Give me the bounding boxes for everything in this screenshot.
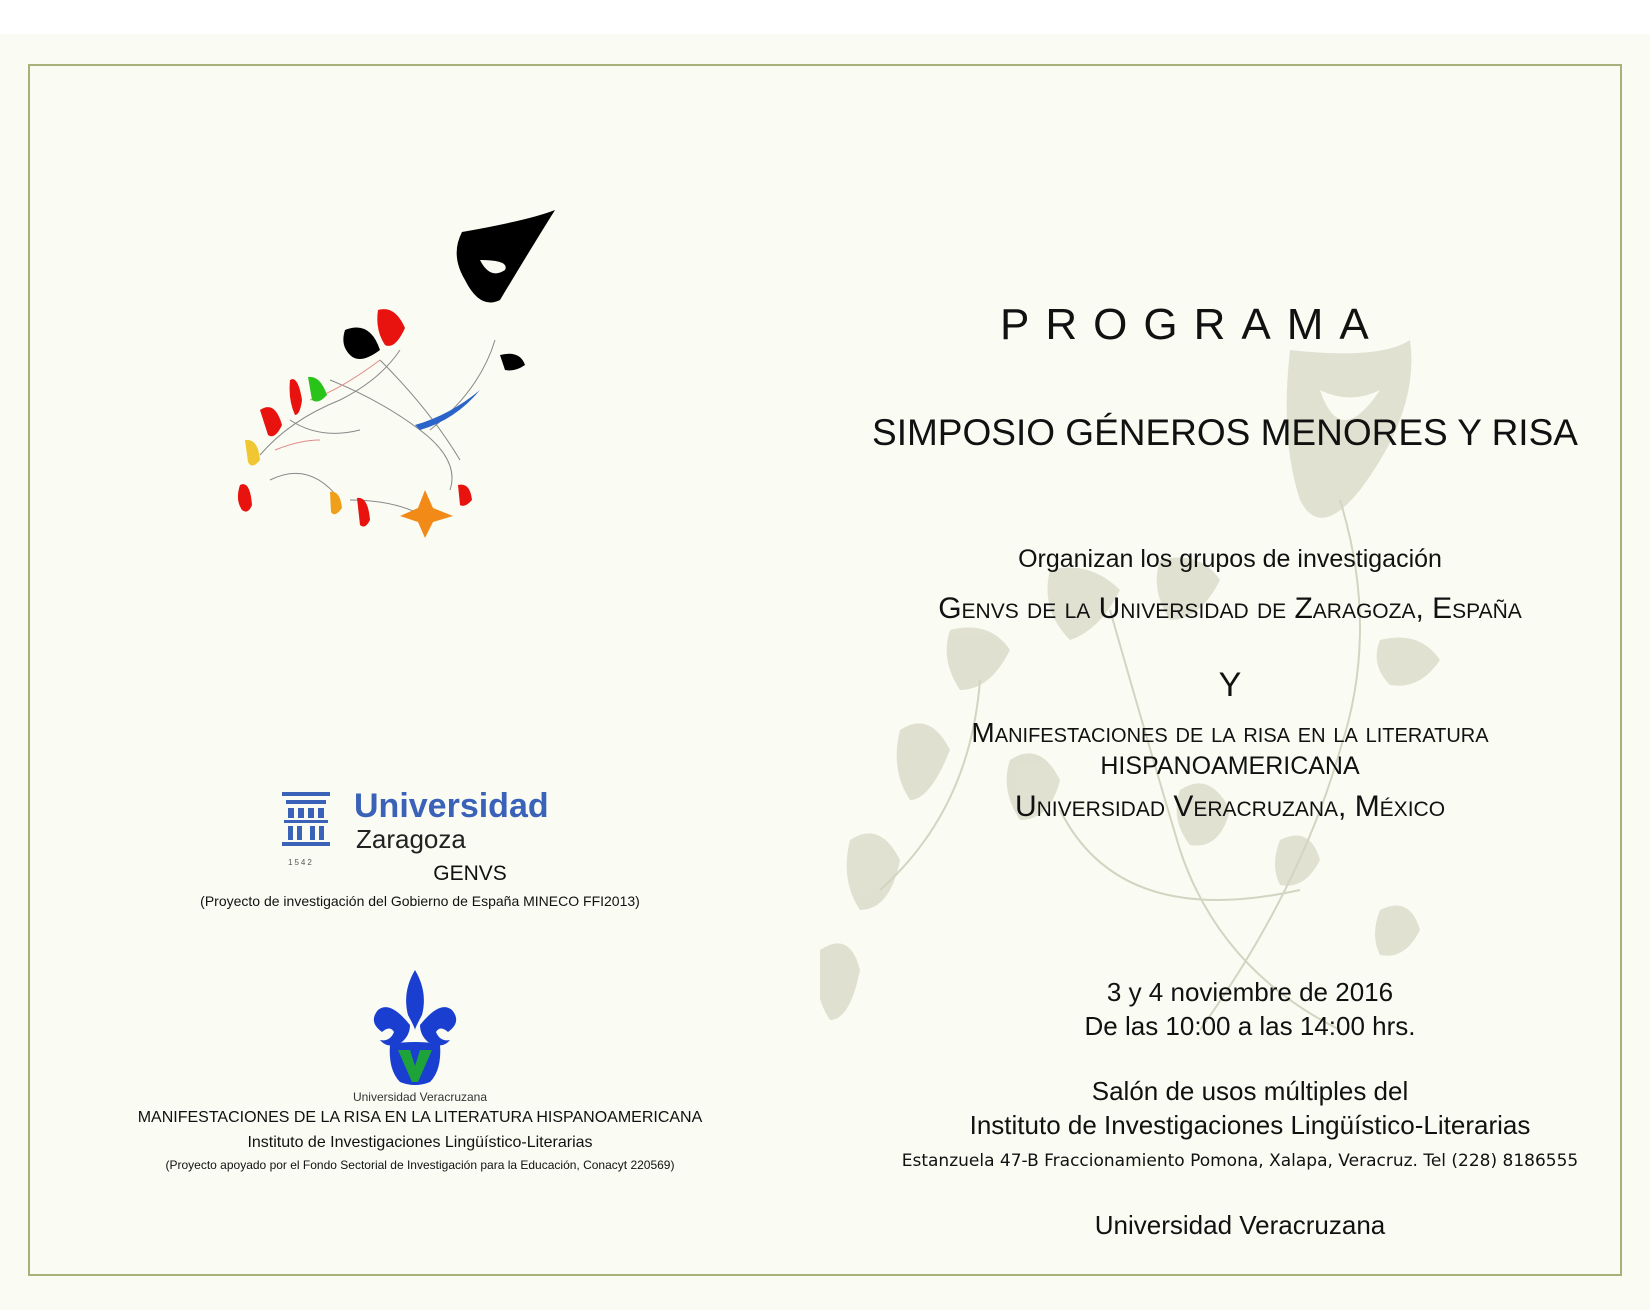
- organizer-group-veracruzana-line2: HISPANOAMERICANA: [1100, 752, 1360, 780]
- veracruzana-institute: Instituto de Investigaciones Lingüístico-Literarias: [247, 1134, 593, 1151]
- veracruzana-fleur-icon: [370, 970, 460, 1088]
- zaragoza-logo-year: 1542: [288, 858, 314, 867]
- program-title: PROGRAMA: [1000, 300, 1385, 349]
- veracruzana-project-note: (Proyecto apoyado por el Fondo Sectorial de Investigación para la Educación, Conacyt 220569): [165, 1158, 675, 1172]
- symposium-title: SIMPOSIO GÉNEROS MENORES Y RISA: [872, 412, 1578, 453]
- footer-university: Universidad Veracruzana: [1094, 1210, 1386, 1240]
- organizer-group-zaragoza: Genvs de la Universidad de Zaragoza, España: [938, 592, 1522, 625]
- event-dates: 3 y 4 noviembre de 2016: [1106, 977, 1394, 1007]
- veracruzana-logo-text: Universidad Veracruzana: [352, 1090, 488, 1104]
- genvs-label: GENVS: [433, 862, 507, 885]
- organizer-group-veracruzana-line1: Manifestaciones de la risa en la literatura: [971, 717, 1489, 748]
- conjunction: Y: [1218, 666, 1242, 704]
- venue-address: Estanzuela 47-B Fraccionamiento Pomona, Xalapa, Veracruz. Tel (228) 8186555: [901, 1151, 1579, 1171]
- zaragoza-logo-city: Zaragoza: [356, 824, 466, 854]
- event-hours: De las 10:00 a las 14:00 hrs.: [1084, 1011, 1416, 1041]
- genvs-project-note: (Proyecto de investigación del Gobierno de España MINECO FFI2013): [200, 893, 640, 909]
- venue-line2: Instituto de Investigaciones Lingüístico-Literarias: [969, 1110, 1531, 1140]
- organizer-group-veracruzana-line3: Universidad Veracruzana, México: [1014, 790, 1446, 823]
- zaragoza-logo-word: Universidad: [354, 787, 549, 825]
- venue-line1: Salón de usos múltiples del: [1091, 1076, 1409, 1106]
- organizers-intro: Organizan los grupos de investigación: [1018, 545, 1442, 573]
- veracruzana-project-name: MANIFESTACIONES DE LA RISA EN LA LITERATURA HISPANOAMERICANA: [137, 1109, 703, 1126]
- calder-mobile-artwork: [230, 200, 590, 560]
- zaragoza-building-icon: [280, 790, 332, 850]
